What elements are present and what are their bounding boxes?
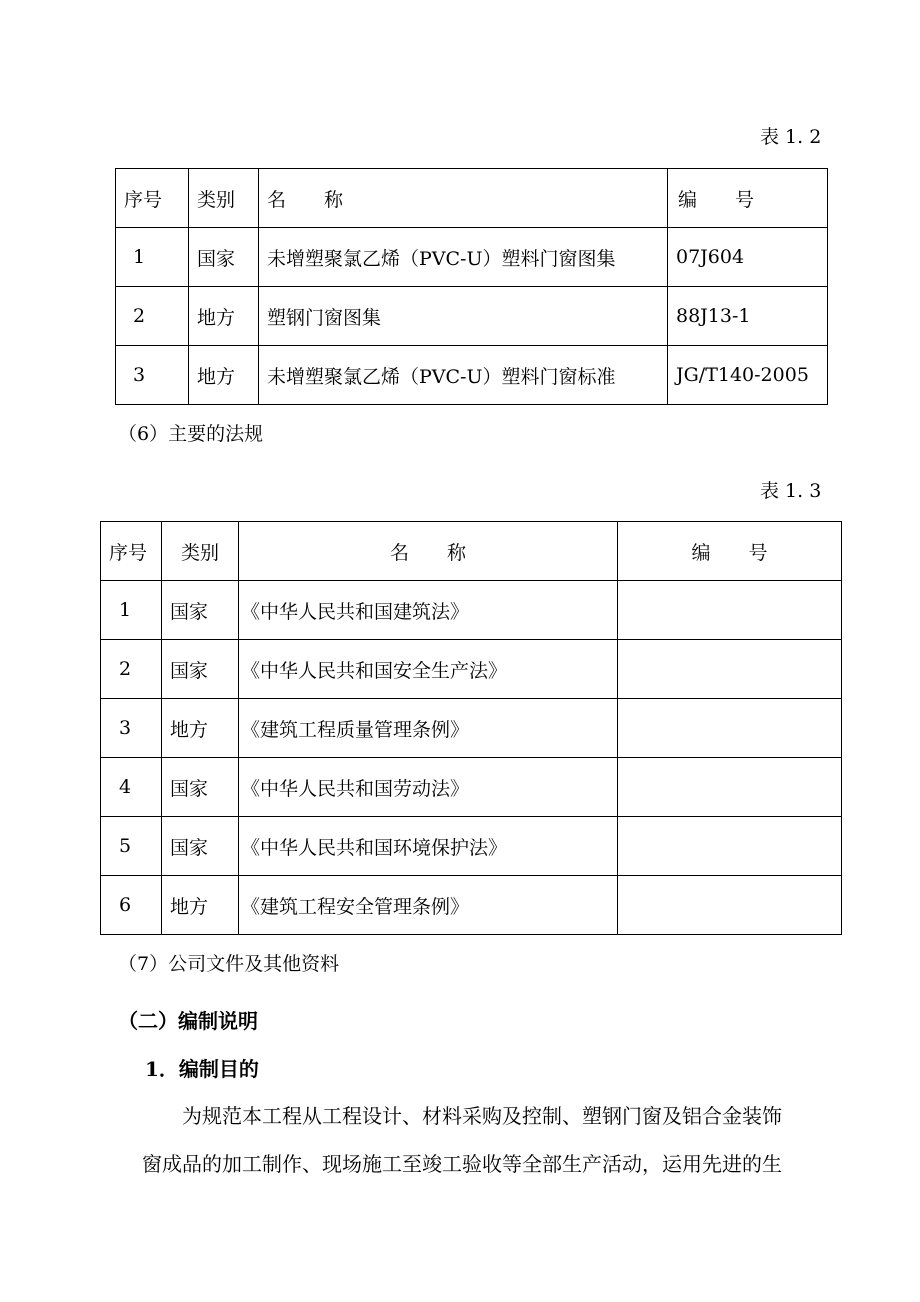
row-name: 塑钢门窗图集 xyxy=(259,287,668,346)
row-name: 《建筑工程安全管理条例》 xyxy=(239,876,618,935)
row-number: 4 xyxy=(101,758,162,817)
row-category: 地方 xyxy=(189,287,259,346)
table1-caption: 表 1. 2 xyxy=(760,126,822,148)
row-category: 地方 xyxy=(189,346,259,405)
table-row xyxy=(101,817,842,876)
standards-table xyxy=(115,168,828,405)
row-number: 2 xyxy=(101,640,162,699)
header-cell: 编 号 xyxy=(668,169,828,228)
table-row xyxy=(101,876,842,935)
row-number: 1 xyxy=(101,581,162,640)
section-7-title: （7）公司文件及其他资料 xyxy=(118,953,340,975)
row-code xyxy=(618,640,842,699)
row-code xyxy=(618,699,842,758)
row-code: JG/T140-2005 xyxy=(668,346,828,405)
row-number: 5 xyxy=(101,817,162,876)
header-cell: 类别 xyxy=(189,169,259,228)
row-code: 07J604 xyxy=(668,228,828,287)
table-header-row xyxy=(101,522,842,581)
row-code: 88J13-1 xyxy=(668,287,828,346)
row-category: 国家 xyxy=(162,581,239,640)
header-cell: 序号 xyxy=(101,522,162,581)
regulations-table xyxy=(100,521,842,935)
row-code xyxy=(618,876,842,935)
table-row xyxy=(116,287,828,346)
row-category: 国家 xyxy=(189,228,259,287)
row-name: 未增塑聚氯乙烯（PVC-U）塑料门窗图集 xyxy=(259,228,668,287)
header-cell: 编 号 xyxy=(618,522,842,581)
header-cell: 名 称 xyxy=(259,169,668,228)
section-6-title: （6）主要的法规 xyxy=(118,423,264,445)
row-name: 未增塑聚氯乙烯（PVC-U）塑料门窗标准 xyxy=(259,346,668,405)
row-name: 《建筑工程质量管理条例》 xyxy=(239,699,618,758)
header-cell: 名 称 xyxy=(239,522,618,581)
row-number: 1 xyxy=(116,228,189,287)
header-cell: 类别 xyxy=(162,522,239,581)
row-category: 国家 xyxy=(162,817,239,876)
row-name: 《中华人民共和国建筑法》 xyxy=(239,581,618,640)
table-row xyxy=(101,640,842,699)
row-number: 3 xyxy=(101,699,162,758)
row-number: 6 xyxy=(101,876,162,935)
row-name: 《中华人民共和国劳动法》 xyxy=(239,758,618,817)
table-row xyxy=(101,581,842,640)
table-row xyxy=(116,346,828,405)
section-heading-compilation: （二）编制说明 xyxy=(118,1009,258,1033)
row-name: 《中华人民共和国安全生产法》 xyxy=(239,640,618,699)
row-number: 2 xyxy=(116,287,189,346)
table-row xyxy=(116,228,828,287)
row-category: 国家 xyxy=(162,758,239,817)
table-row xyxy=(101,758,842,817)
row-category: 地方 xyxy=(162,699,239,758)
row-code xyxy=(618,817,842,876)
subsection-heading-purpose: 1．编制目的 xyxy=(145,1057,259,1081)
paragraph-line-1: 为规范本工程从工程设计、材料采购及控制、塑钢门窗及铝合金装饰 xyxy=(182,1104,782,1128)
row-number: 3 xyxy=(116,346,189,405)
paragraph-line-2: 窗成品的加工制作、现场施工至竣工验收等全部生产活动，运用先进的生 xyxy=(142,1152,782,1176)
row-code xyxy=(618,581,842,640)
row-name: 《中华人民共和国环境保护法》 xyxy=(239,817,618,876)
table2-caption: 表 1. 3 xyxy=(760,480,822,502)
row-code xyxy=(618,758,842,817)
row-category: 地方 xyxy=(162,876,239,935)
table-row xyxy=(101,699,842,758)
row-category: 国家 xyxy=(162,640,239,699)
header-cell: 序号 xyxy=(116,169,189,228)
table-header-row xyxy=(116,169,828,228)
